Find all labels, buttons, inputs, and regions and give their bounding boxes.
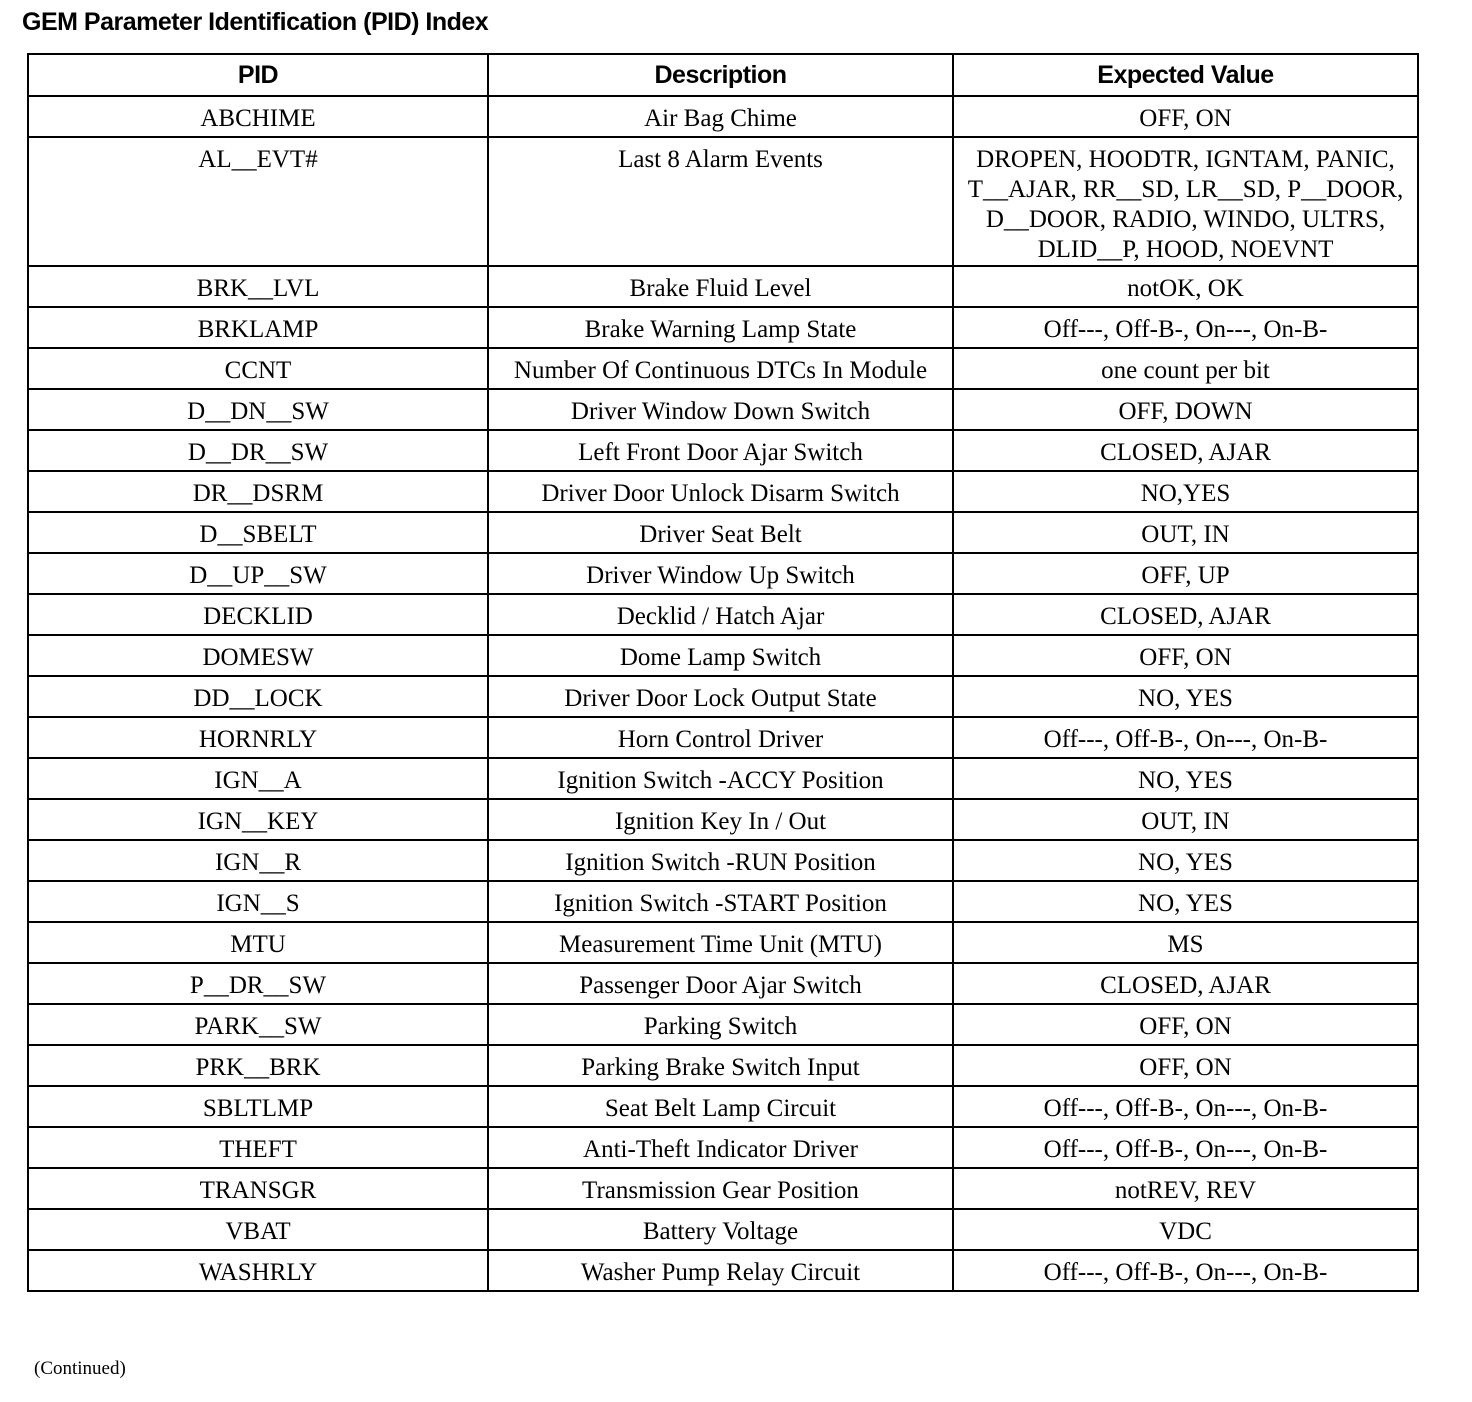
expected-value-cell: VDC [953, 1209, 1418, 1250]
description-cell: Last 8 Alarm Events [488, 137, 953, 266]
description-cell: Driver Window Up Switch [488, 553, 953, 594]
page-title: GEM Parameter Identification (PID) Index [22, 8, 489, 36]
description-cell: Brake Fluid Level [488, 266, 953, 307]
table-row [28, 1086, 1418, 1127]
expected-value-cell: NO, YES [953, 758, 1418, 799]
pid-table [27, 53, 1419, 1292]
pid-cell: ABCHIME [28, 96, 488, 137]
description-cell: Brake Warning Lamp State [488, 307, 953, 348]
table-row [28, 922, 1418, 963]
pid-cell: P__DR__SW [28, 963, 488, 1004]
pid-cell: D__DR__SW [28, 430, 488, 471]
expected-value-cell: CLOSED, AJAR [953, 963, 1418, 1004]
table-row [28, 1004, 1418, 1045]
expected-value-cell: Off---, Off-B-, On---, On-B- [953, 717, 1418, 758]
description-cell: Washer Pump Relay Circuit [488, 1250, 953, 1291]
table-row [28, 963, 1418, 1004]
pid-cell: DR__DSRM [28, 471, 488, 512]
description-cell: Driver Seat Belt [488, 512, 953, 553]
table-row [28, 137, 1418, 266]
pid-cell: DECKLID [28, 594, 488, 635]
pid-cell: TRANSGR [28, 1168, 488, 1209]
pid-cell: IGN__A [28, 758, 488, 799]
header-description: Description [488, 54, 953, 96]
pid-cell: HORNRLY [28, 717, 488, 758]
description-cell: Dome Lamp Switch [488, 635, 953, 676]
description-cell: Left Front Door Ajar Switch [488, 430, 953, 471]
pid-cell: WASHRLY [28, 1250, 488, 1291]
table-row [28, 799, 1418, 840]
pid-cell: BRKLAMP [28, 307, 488, 348]
table-row [28, 307, 1418, 348]
pid-cell: IGN__KEY [28, 799, 488, 840]
description-cell: Parking Switch [488, 1004, 953, 1045]
expected-value-cell: OFF, ON [953, 96, 1418, 137]
description-cell: Ignition Switch -START Position [488, 881, 953, 922]
expected-value-cell: notOK, OK [953, 266, 1418, 307]
continued-note: (Continued) [34, 1358, 126, 1379]
description-cell: Driver Door Lock Output State [488, 676, 953, 717]
description-cell: Transmission Gear Position [488, 1168, 953, 1209]
table-row [28, 1168, 1418, 1209]
table-header-row [28, 54, 1418, 96]
pid-cell: IGN__S [28, 881, 488, 922]
pid-cell: PRK__BRK [28, 1045, 488, 1086]
description-cell: Seat Belt Lamp Circuit [488, 1086, 953, 1127]
expected-value-cell: Off---, Off-B-, On---, On-B- [953, 307, 1418, 348]
header-pid: PID [28, 54, 488, 96]
expected-value-cell: notREV, REV [953, 1168, 1418, 1209]
description-cell: Battery Voltage [488, 1209, 953, 1250]
pid-cell: CCNT [28, 348, 488, 389]
pid-cell: BRK__LVL [28, 266, 488, 307]
description-cell: Passenger Door Ajar Switch [488, 963, 953, 1004]
expected-value-cell: CLOSED, AJAR [953, 430, 1418, 471]
expected-value-cell: Off---, Off-B-, On---, On-B- [953, 1086, 1418, 1127]
description-cell: Driver Door Unlock Disarm Switch [488, 471, 953, 512]
pid-cell: MTU [28, 922, 488, 963]
table-row [28, 553, 1418, 594]
description-cell: Ignition Key In / Out [488, 799, 953, 840]
pid-cell: D__DN__SW [28, 389, 488, 430]
table-row [28, 430, 1418, 471]
description-cell: Air Bag Chime [488, 96, 953, 137]
pid-cell: DD__LOCK [28, 676, 488, 717]
table-row [28, 840, 1418, 881]
table-row [28, 758, 1418, 799]
expected-value-cell: OFF, ON [953, 635, 1418, 676]
table-row [28, 348, 1418, 389]
pid-cell: D__UP__SW [28, 553, 488, 594]
expected-value-cell: Off---, Off-B-, On---, On-B- [953, 1127, 1418, 1168]
table-body [28, 96, 1418, 1291]
description-cell: Ignition Switch -ACCY Position [488, 758, 953, 799]
table-row [28, 1209, 1418, 1250]
expected-value-cell: NO, YES [953, 881, 1418, 922]
pid-cell: VBAT [28, 1209, 488, 1250]
expected-value-cell: NO,YES [953, 471, 1418, 512]
description-cell: Anti-Theft Indicator Driver [488, 1127, 953, 1168]
table-row [28, 594, 1418, 635]
pid-cell: SBLTLMP [28, 1086, 488, 1127]
table-row [28, 635, 1418, 676]
expected-value-cell: one count per bit [953, 348, 1418, 389]
expected-value-cell: OFF, DOWN [953, 389, 1418, 430]
expected-value-cell: OUT, IN [953, 799, 1418, 840]
pid-cell: PARK__SW [28, 1004, 488, 1045]
expected-value-cell: Off---, Off-B-, On---, On-B- [953, 1250, 1418, 1291]
expected-value-cell: OFF, UP [953, 553, 1418, 594]
description-cell: Driver Window Down Switch [488, 389, 953, 430]
expected-value-cell: OFF, ON [953, 1045, 1418, 1086]
expected-value-cell: CLOSED, AJAR [953, 594, 1418, 635]
expected-value-cell: OUT, IN [953, 512, 1418, 553]
table-row [28, 1045, 1418, 1086]
table-row [28, 266, 1418, 307]
table-row [28, 1250, 1418, 1291]
expected-value-cell: NO, YES [953, 840, 1418, 881]
table-row [28, 676, 1418, 717]
table-row [28, 881, 1418, 922]
expected-value-cell: OFF, ON [953, 1004, 1418, 1045]
expected-value-cell: DROPEN, HOODTR, IGNTAM, PANIC, T__AJAR, RR__SD, LR__SD, P__DOOR, D__DOOR, RADIO, WINDO, ULTRS, DLID__P, HOOD, NOEVNT [953, 137, 1418, 266]
description-cell: Parking Brake Switch Input [488, 1045, 953, 1086]
pid-cell: AL__EVT# [28, 137, 488, 266]
description-cell: Horn Control Driver [488, 717, 953, 758]
description-cell: Measurement Time Unit (MTU) [488, 922, 953, 963]
pid-cell: IGN__R [28, 840, 488, 881]
table-row [28, 717, 1418, 758]
table-row [28, 389, 1418, 430]
table-row [28, 471, 1418, 512]
table-row [28, 96, 1418, 137]
description-cell: Ignition Switch -RUN Position [488, 840, 953, 881]
pid-cell: D__SBELT [28, 512, 488, 553]
pid-cell: DOMESW [28, 635, 488, 676]
expected-value-cell: NO, YES [953, 676, 1418, 717]
description-cell: Number Of Continuous DTCs In Module [488, 348, 953, 389]
table-row [28, 1127, 1418, 1168]
pid-cell: THEFT [28, 1127, 488, 1168]
description-cell: Decklid / Hatch Ajar [488, 594, 953, 635]
expected-value-cell: MS [953, 922, 1418, 963]
header-expected-value: Expected Value [953, 54, 1418, 96]
table-row [28, 512, 1418, 553]
